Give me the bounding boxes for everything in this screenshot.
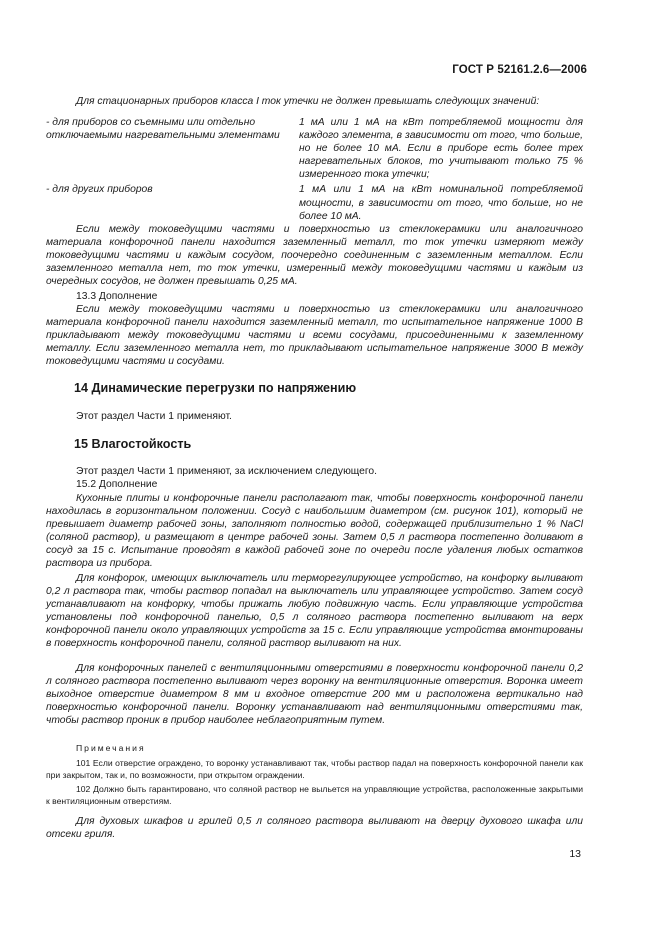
section-15-title: 15 Влагостойкость (74, 437, 192, 451)
section-14-text: Этот раздел Части 1 применяют. (76, 411, 232, 422)
table-cell-right: 1 мА или 1 мА на кВт номинальной потребляемой мощности, в зависимости от того, что больше, но не более 10 мА. (299, 184, 583, 222)
leakage-table (46, 116, 583, 223)
note-101: 101 Если отверстие ограждено, то воронку устанавливают так, чтобы раствор падал на поверхность конфорочной панели как при закрытом, так и, по возможности, при открытом ограждении. (46, 758, 583, 781)
section-14-title: 14 Динамические перегрузки по напряжению (74, 381, 357, 395)
paragraph-15-2-2: Для конфорок, имеющих выключатель или терморегулирующее устройство, на конфорку выливают 0,2 л раствора так, чтобы раствор попадал на выключатель или управляющее устройство. Затем сосуд устанавливают на конфорку, чтобы прижать любую подвижную часть. Если управляющие устройства установлены под конфорочной панелью, 0,5 л соляного раствора постепенно выливают на верх конфорочной панели около управляющих устройств за 15 с. Если управляющие устройства вмонтированы в поверхность конфорочной панели, соляной раствор выливают на них. (46, 573, 583, 650)
notes-title: Примечания (76, 743, 146, 753)
paragraph-15-2-4: Для духовых шкафов и грилей 0,5 л соляного раствора выливают на дверцу духового шкафа или отсеки гриля. (46, 816, 583, 841)
standard-header: ГОСТ Р 52161.2.6—2006 (452, 64, 587, 76)
paragraph-15-2-1: Кухонные плиты и конфорочные панели располагают так, чтобы поверхность конфорочной панели находилась в горизонтальном положении. Сосуд с наибольшим диаметром (см. рисунок 101), который не превышает диаметр рабочей зоны, заполняют полностью водой, содержащей приблизительно 1 % NaCl (соляной раствор), и размещают в центре рабочей зоны. Затем 0,5 л раствора постепенно доливают в сосуд за 15 с. Испытание проводят в каждой рабочей зоне по очереди после удаления любых остатков раствора из прибора. (46, 493, 583, 570)
table-cell-left: - для приборов со съемными или отдельно отключаемыми нагревательными элементами (46, 117, 280, 142)
intro-line: Для стационарных приборов класса I ток утечки не должен превышать следующих значений: (76, 96, 540, 107)
paragraph-13-3: Если между токоведущими частями и поверхностью из стеклокерамики или аналогичного материала конфорочной панели находится заземленный металл, то испытательное напряжение 1000 В прикладывают между токоведущими частями и всеми сосудами, присоединенными к заземленному металлу. Если заземленного металла нет, то прикладывают испытательное напряжение 3000 В между токоведущими частями и сосудами. (46, 304, 583, 368)
clause-13-3: 13.3 Дополнение (76, 291, 158, 302)
page-number: 13 (569, 848, 581, 860)
note-102: 102 Должно быть гарантировано, что соляной раствор не выльется на управляющие устройства, расположенные закрытыми к вентиляционным отверстиям. (46, 784, 583, 807)
table-cell-right: 1 мА или 1 мА на кВт потребляемой мощности для каждого элемента, в зависимости от того, что больше, но не более 10 мА. Если в приборе есть более трех нагревательных блоков, то учитывают только 75 % измеренного тока утечки; (299, 117, 583, 181)
table-cell-left: - для других приборов (46, 184, 153, 196)
table-row (46, 116, 583, 181)
paragraph-15-2-3: Для конфорочных панелей с вентиляционными отверстиями в поверхности конфорочной панели 0,2 л соляного раствора постепенно выливают через воронку на вентиляционные отверстия. Воронка имеет выходное отверстие диаметром 8 мм и входное отверстие 200 мм и расположена вертикально над поверхностью конфорочной панели. Воронку устанавливают над вентиляционными отверстиями так, чтобы раствор проник в прибор наиболее неблагоприятным путем. (46, 663, 583, 727)
paragraph-leakage: Если между токоведущими частями и поверхностью из стеклокерамики или аналогичного материала конфорочной панели находится заземленный металл, то ток утечки измеряют между токоведущими частями и каждым сосудом, поочередно соединенным с заземленным металлом. Если заземленного металла нет, то ток утечки, измеренный между токоведущими частями и каждым из очередных сосудов, не должен превышать 0,25 мА. (46, 224, 583, 288)
section-15-text: Этот раздел Части 1 применяют, за исключением следующего. (76, 466, 378, 477)
clause-15-2: 15.2 Дополнение (76, 479, 158, 490)
table-row (46, 183, 583, 222)
